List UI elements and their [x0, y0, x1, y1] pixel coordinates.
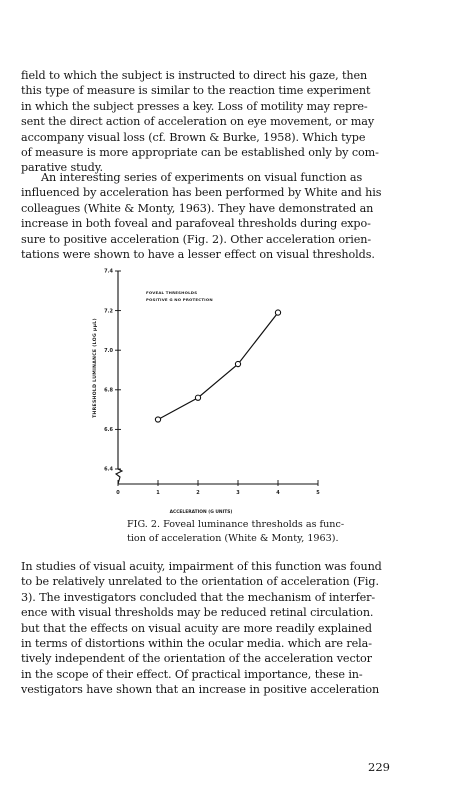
text-line: increase in both foveal and parafoveal thresholds during expo- [21, 217, 371, 231]
text-line: sent the direct action of acceleration on eye movement, or may [21, 115, 375, 129]
text-line: accompany visual loss (cf. Brown & Burke, 1958). Which type [21, 130, 366, 144]
x-axis-ticks [116, 480, 320, 496]
series-foveal [155, 310, 280, 422]
y-tick-label: 6.8 [104, 387, 113, 394]
text-line: in which the subject presses a key. Loss of motility may repre- [21, 99, 368, 113]
text-line: influenced by acceleration has been performed by White and his [21, 186, 382, 200]
y-tick-label: 7.4 [104, 268, 113, 275]
data-point [195, 395, 200, 400]
x-tick-label: 0 [116, 490, 120, 496]
text-line: tations were shown to have a lesser effect on visual thresholds. [21, 248, 375, 262]
threshold-chart [74, 256, 334, 514]
text-line: but that the effects on visual acuity are more readily explained [21, 621, 372, 635]
series-line [158, 313, 278, 420]
y-tick-label: 7.2 [104, 308, 113, 315]
text-line: ence with visual thresholds may be reduced retinal circulation. [21, 606, 374, 620]
text-line: this type of measure is similar to the reaction time experiment [21, 84, 371, 98]
text-line: An interesting series of experiments on visual function as [41, 171, 363, 184]
paragraph-2 [21, 170, 399, 262]
text-line: In studies of visual acuity, impairment of this function was found [21, 560, 382, 573]
x-tick-label: 3 [236, 490, 240, 496]
text-line: colleagues (White & Monty, 1963). They have demonstrated an [21, 201, 374, 215]
data-point [155, 417, 160, 422]
legend-line-1: FOVEAL THRESHOLDS [146, 290, 198, 295]
y-axis-break [116, 469, 122, 484]
x-axis-label: ACCELERATION (G UNITS) [169, 510, 233, 514]
page-number: 229 [368, 760, 390, 774]
text-line: to be relatively unrelated to the orientation of acceleration (Fig. [21, 575, 379, 589]
text-line: parative study. [21, 161, 103, 175]
x-tick-label: 1 [156, 490, 160, 496]
text-line: tively independent of the orientation of the acceleration vector [21, 652, 372, 666]
text-line: in terms of distortions within the ocular media. which are rela- [21, 637, 372, 651]
y-tick-label: 6.4 [104, 466, 113, 473]
y-tick-label: 6.6 [104, 427, 113, 434]
x-tick-label: 4 [276, 490, 280, 496]
y-axis-label: THRESHOLD LUMINANCE (LOG μμL) [93, 318, 98, 418]
text-line: in the scope of their effect. Of practical importance, these in- [21, 667, 363, 681]
data-point [235, 361, 240, 366]
text-line: of measure is more appropriate can be established only by com- [21, 146, 379, 160]
x-tick-label: 2 [196, 490, 200, 496]
chart-axes [116, 271, 318, 484]
legend-line-2: POSITIVE G NO PROTECTION [146, 297, 213, 302]
x-tick-label: 5 [316, 490, 320, 496]
caption-line: FIG. 2. Foveal luminance thresholds as func- [127, 519, 345, 530]
text-line: sure to positive acceleration (Fig. 2). Other acceleration orien- [21, 232, 372, 246]
text-line: field to which the subject is instructed to direct his gaze, then [21, 69, 368, 82]
text-line: vestigators have shown that an increase in positive acceleration [21, 683, 380, 697]
figure-caption [127, 518, 357, 546]
paragraph-3 [21, 559, 399, 698]
data-point [275, 310, 280, 315]
y-tick-label: 7.0 [104, 347, 113, 354]
caption-line: tion of acceleration (White & Monty, 1963). [127, 533, 339, 545]
text-line: 3). The investigators concluded that the mechanism of interfer- [21, 590, 376, 604]
paragraph-1 [21, 68, 399, 176]
